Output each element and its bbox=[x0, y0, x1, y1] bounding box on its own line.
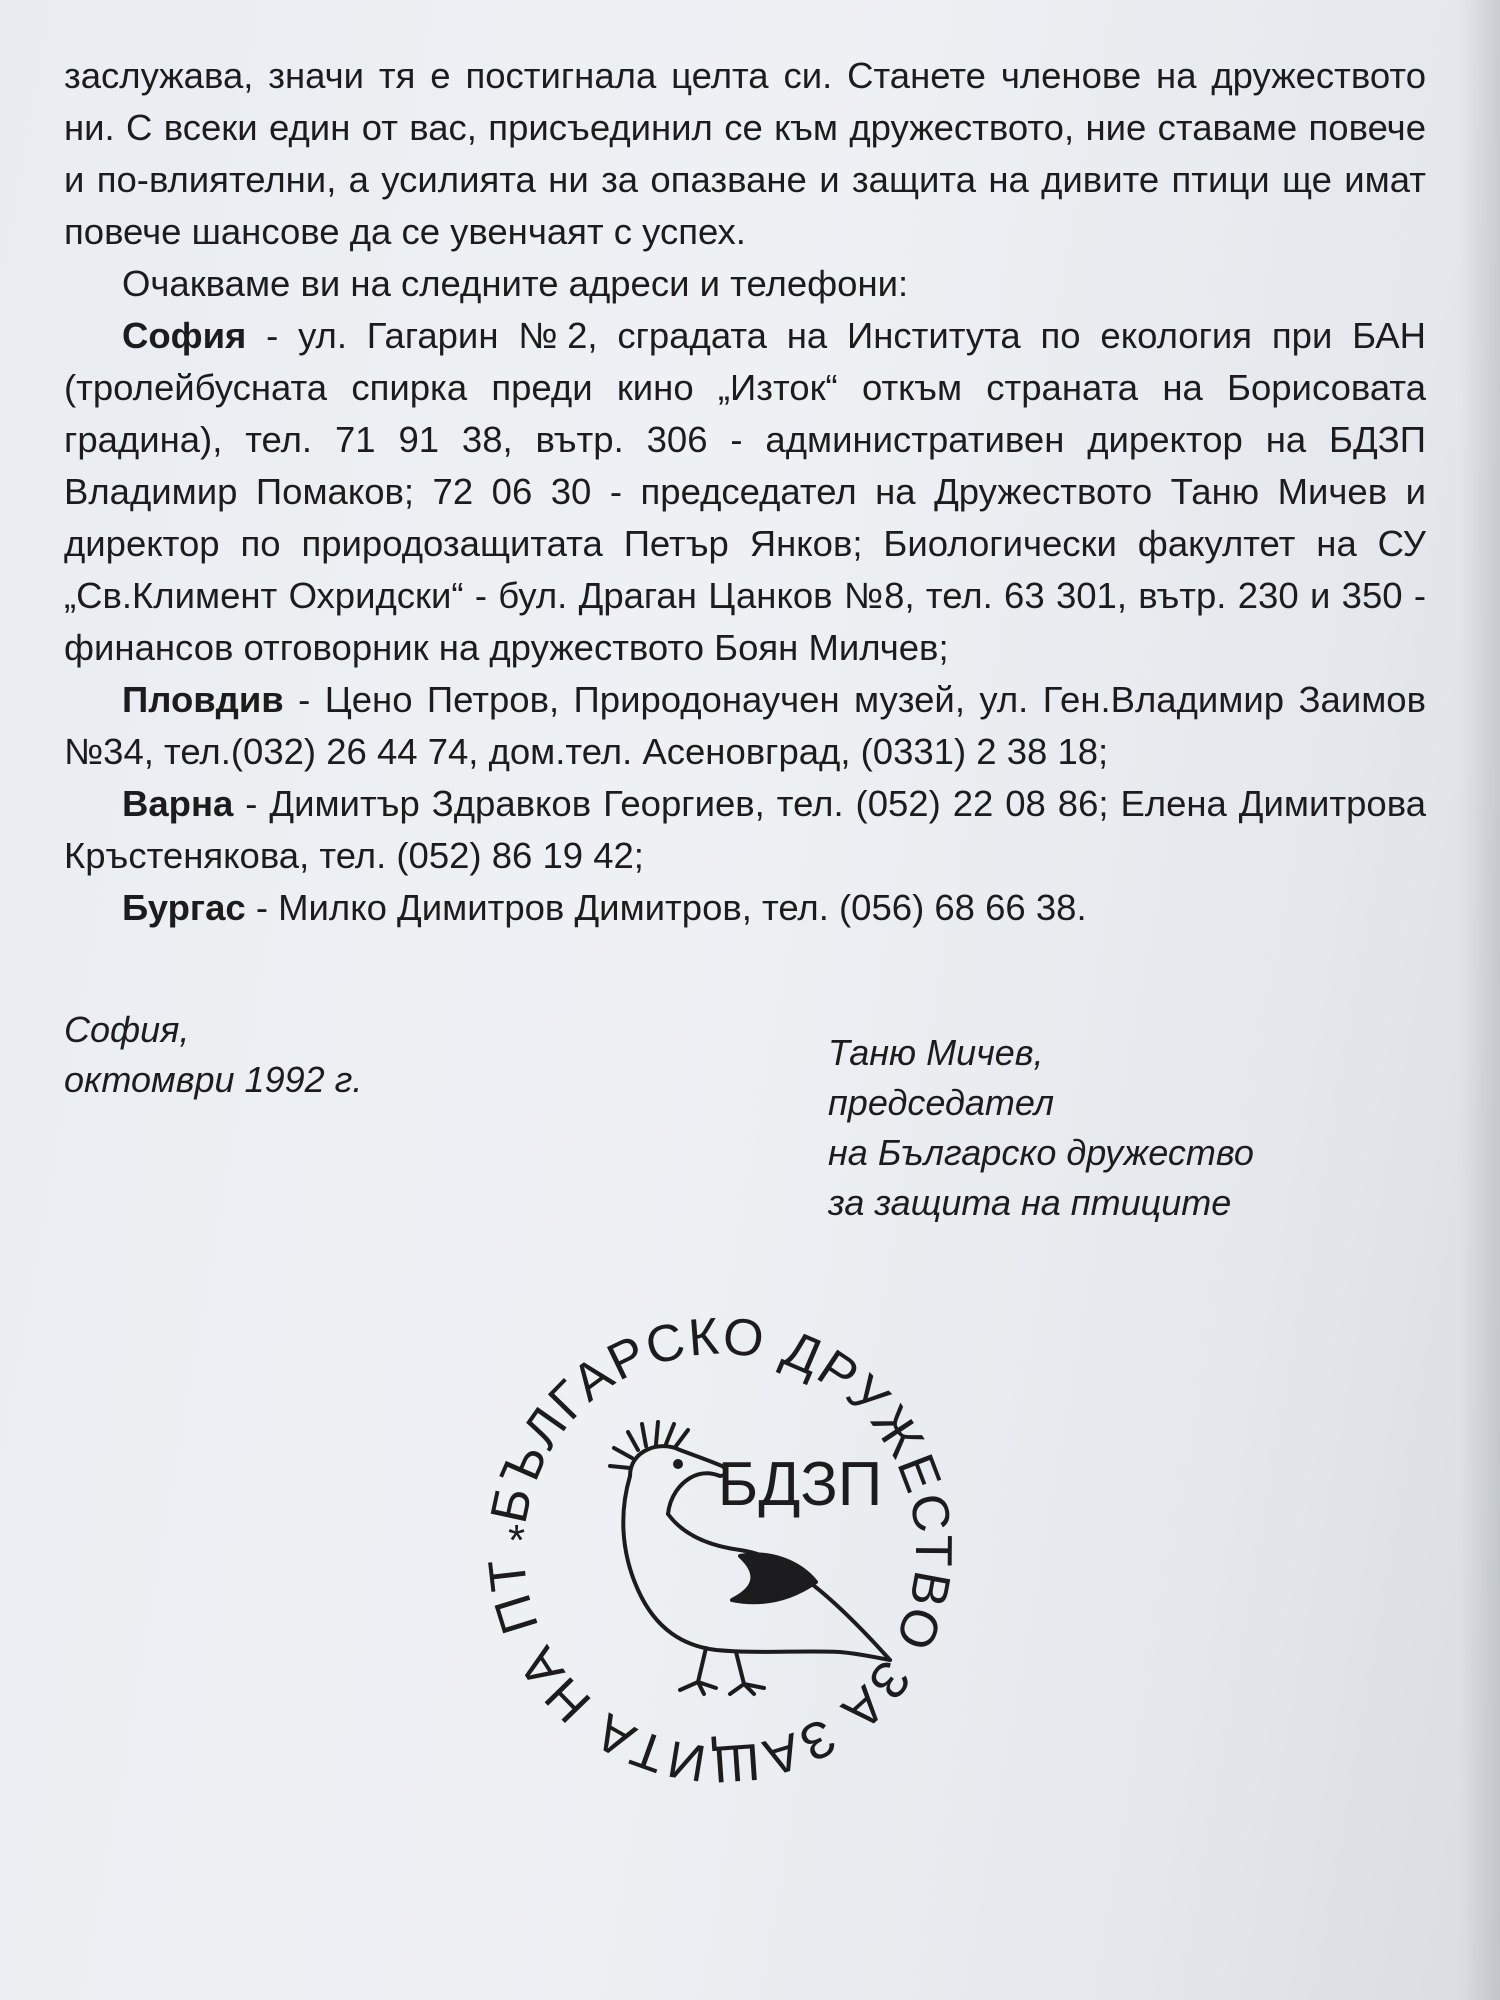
city-name: Варна bbox=[122, 783, 234, 824]
city-name: Пловдив bbox=[122, 679, 284, 720]
city-name: София bbox=[122, 315, 247, 356]
place-date bbox=[64, 1005, 362, 1105]
city-name: Бургас bbox=[122, 887, 246, 928]
contact-varna bbox=[64, 778, 1426, 882]
logo-svg bbox=[470, 1300, 970, 1800]
signature-block bbox=[828, 1028, 1254, 1228]
intro-paragraph: заслужава, значи тя е постигнала целта си. Станете членове на дружеството ни. С всеки един от вас, присъединил се към дружеството, ние ставаме повече и по-влиятелни, а усилията ни за опазване и защита на дивите птици ще имат повече шансове да се увенчаят с успех. bbox=[64, 55, 1426, 252]
signatory-org-line1: на Българско дружество bbox=[828, 1132, 1254, 1173]
contact-sofia bbox=[64, 310, 1426, 674]
date: октомври 1992 г. bbox=[64, 1059, 363, 1100]
contact-details: - Цено Петров, Природонаучен музей, ул. Ген.Владимир Заимов №34, тел.(032) 26 44 74, дом.тел. Асеновград, (0331) 2 38 18; bbox=[64, 679, 1426, 772]
bdzp-logo bbox=[470, 1300, 970, 1800]
contact-details: - Димитър Здравков Георгиев, тел. (052) 22 08 86; Елена Димитрова Кръстенякова, тел. (052) 86 19 42; bbox=[64, 783, 1426, 876]
signatory-org-line2: за защита на птиците bbox=[828, 1182, 1232, 1223]
signatory-title: председател bbox=[828, 1082, 1055, 1123]
contact-plovdiv bbox=[64, 674, 1426, 778]
body-text bbox=[64, 50, 1426, 934]
contact-burgas bbox=[64, 882, 1426, 934]
contact-details: - ул. Гагарин №2, сградата на Института по екология при БАН (тролейбусната спирка преди кино „Изток“ откъм страната на Борисовата градина), тел. 71 91 38, вътр. 306 - административен директор на БДЗП Владимир Помаков; 72 06 30 - председател на Дружеството Таню Мичев и директор по природозащитата Петър Янков; Биологически факултет на СУ „Св.Климент Охридски“ - бул. Драган Цанков №8, тел. 63 301, вътр. 230 и 350 - финансов отговорник на дружеството Боян Милчев; bbox=[64, 315, 1426, 668]
addresses-intro: Очакваме ви на следните адреси и телефони: bbox=[122, 263, 909, 304]
place: София, bbox=[64, 1009, 190, 1050]
logo-separator: * bbox=[508, 1516, 526, 1565]
logo-ring-text: БЪЛГАРСКО ДРУЖЕСТВО ЗА ЗАЩИТА НА ПТ bbox=[477, 1307, 963, 1794]
signatory-name: Таню Мичев, bbox=[828, 1032, 1044, 1073]
contact-details: - Милко Димитров Димитров, тел. (056) 68 66 38. bbox=[245, 887, 1087, 928]
logo-abbreviation: БДЗП bbox=[717, 1450, 883, 1519]
page-edge-shadow bbox=[1460, 0, 1500, 2000]
